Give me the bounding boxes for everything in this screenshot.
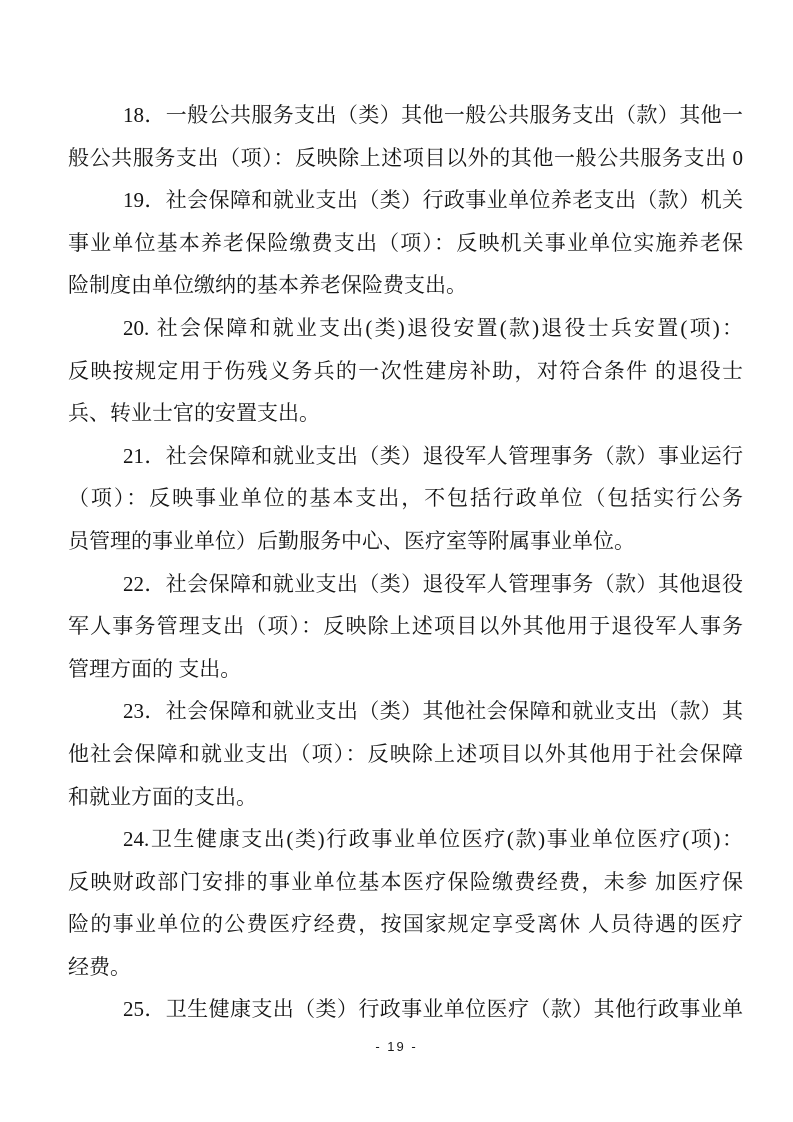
document-line: 险的事业单位的公费医疗经费，按国家规定享受离休 人员待遇的医疗	[68, 912, 743, 937]
document-line: 反映财政部门安排的事业单位基本医疗保险缴费经费，未参 加医疗保	[68, 869, 743, 894]
document-line: 般公共服务支出（项）：反映除上述项目以外的其他一般公共服务支出 0	[68, 145, 743, 170]
document-line: 事业单位基本养老保险缴费支出（项）：反映机关事业单位实施养老保	[68, 230, 743, 255]
document-line: 25．卫生健康支出（类）行政事业单位医疗（款）其他行政事业单	[123, 997, 743, 1022]
paragraph	[68, 988, 743, 1031]
document-line: 他社会保障和就业支出（项）：反映除上述项目以外其他用于社会保障	[68, 741, 743, 766]
document-line: 23．社会保障和就业支出（类）其他社会保障和就业支出（款）其	[123, 699, 743, 724]
document-line: 20. 社会保障和就业支出(类)退役安置(款)退役士兵安置(项)：	[123, 315, 743, 340]
document-line: 和就业方面的支出。	[68, 784, 257, 809]
document-line: 24.卫生健康支出(类)行政事业单位医疗(款)事业单位医疗(项)：	[123, 827, 743, 852]
document-line: 管理方面的 支出。	[68, 656, 242, 681]
document-line: 22．社会保障和就业支出（类）退役军人管理事务（款）其他退役	[123, 571, 743, 596]
document-line: 兵、转业士官的安置支出。	[68, 401, 320, 426]
document-line: 险制度由单位缴纳的基本养老保险费支出。	[68, 273, 467, 298]
document-line: 军人事务管理支出（项）：反映除上述项目以外其他用于退役军人事务	[68, 614, 743, 639]
document-body	[68, 94, 743, 1031]
paragraph	[68, 179, 743, 307]
paragraph	[68, 435, 743, 563]
paragraph	[68, 563, 743, 691]
document-line: 18．一般公共服务支出（类）其他一般公共服务支出（款）其他一	[123, 103, 743, 127]
paragraph	[68, 690, 743, 818]
document-line: 反映按规定用于伤残义务兵的一次性建房补助，对符合条件 的退役士	[68, 358, 743, 383]
page-footer	[0, 1038, 793, 1056]
document-line: （项）：反映事业单位的基本支出，不包括行政单位（包括实行公务	[68, 486, 743, 511]
paragraph	[68, 307, 743, 435]
page-number: - 19 -	[375, 1039, 418, 1054]
paragraph	[68, 818, 743, 988]
document-line: 21．社会保障和就业支出（类）退役军人管理事务（款）事业运行	[123, 443, 743, 468]
document-line: 员管理的事业单位）后勤服务中心、医疗室等附属事业单位。	[68, 528, 635, 553]
paragraph	[68, 94, 743, 179]
document-line: 经费。	[68, 954, 131, 979]
document-line: 19．社会保障和就业支出（类）行政事业单位养老支出（款）机关	[123, 188, 743, 213]
